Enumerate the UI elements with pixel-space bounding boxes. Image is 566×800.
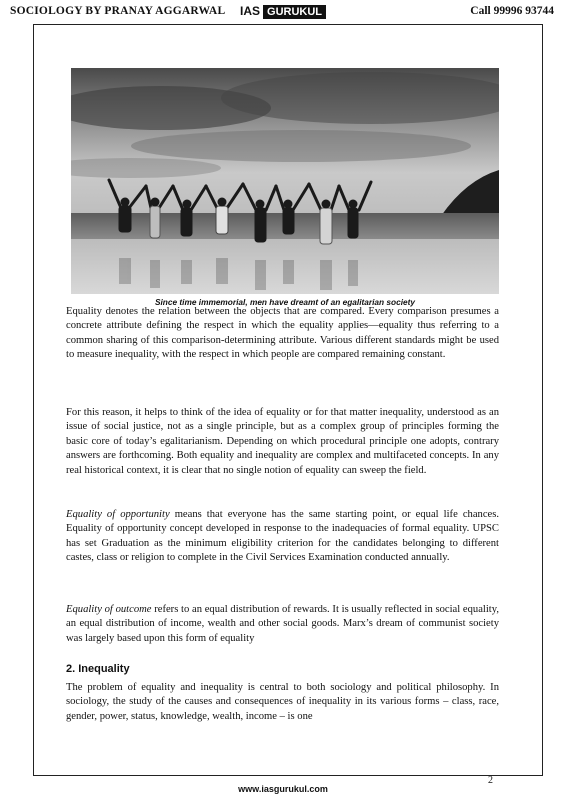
paragraph-social-justice: For this reason, it helps to think of the idea of equality or for that matter inequality, understood as an issue of social justice, not as a single principle, but as a complex group of principles forming the basic core of today’s egalitarianism. Depending on which procedural principle one adopts, contrary answers are forthcoming. Both equality and inequality are complex and multifaceted concepts. In any real historical context, it is clear that no single notion of equality can sweep the field. bbox=[66, 407, 499, 476]
paragraph-outcome-text: refers to an equal distribution of rewards. It is usually reflected in social equality, an equal distribution of income, wealth and other social goods. Marx’s dream of communist society was largely based upon this form of equality bbox=[66, 604, 499, 644]
paragraph-equality-definition: Equality denotes the relation between the objects that are compared. Every comparison presumes a concrete attribute defining the respect in which the equality applies—equality thus referring to a common sharing of this comparison-determining attribute. Various different standards might be used to measure inequality, with the respect in which people are compared remaining constant. bbox=[66, 306, 499, 361]
section-heading-inequality: 2. Inequality bbox=[66, 663, 130, 675]
brand-prefix: IAS bbox=[240, 4, 261, 18]
brand-logo bbox=[240, 4, 326, 19]
term-equality-of-outcome: Equality of outcome bbox=[66, 604, 152, 615]
paragraph-equality-of-opportunity bbox=[66, 508, 499, 566]
paragraph-inequality-intro: The problem of equality and inequality is central to both sociology and political philosophy. In sociology, the study of the causes and consequences of inequality in its various forms – class, race, gender, power, status, knowledge, wealth, income – is one bbox=[66, 682, 499, 722]
page-header bbox=[0, 0, 566, 24]
footer-website-link[interactable]: www.iasgurukul.com bbox=[238, 784, 328, 794]
paragraph-opportunity-text: means that everyone has the same starting point, or equal life chances. Equality of opportunity concept developed in response to the inadequacies of formal equality. UPSC has set Graduation as the minimum eligibility criterion for the candidates belonging to different castes, class or religion to complete in the Civil Services Examination conducted annually. bbox=[66, 509, 499, 564]
brand-box: GURUKUL bbox=[263, 5, 326, 19]
header-title: SOCIOLOGY BY PRANAY AGGARWAL bbox=[10, 5, 226, 17]
beach-photo bbox=[71, 68, 499, 294]
term-equality-of-opportunity: Equality of opportunity bbox=[66, 509, 170, 520]
figure-caption: Since time immemorial, men have dreamt of an egalitarian society bbox=[154, 297, 416, 307]
header-phone: Call 99996 93744 bbox=[470, 5, 554, 17]
paragraph-equality-of-outcome bbox=[66, 603, 499, 646]
page-number: 2 bbox=[488, 775, 493, 786]
